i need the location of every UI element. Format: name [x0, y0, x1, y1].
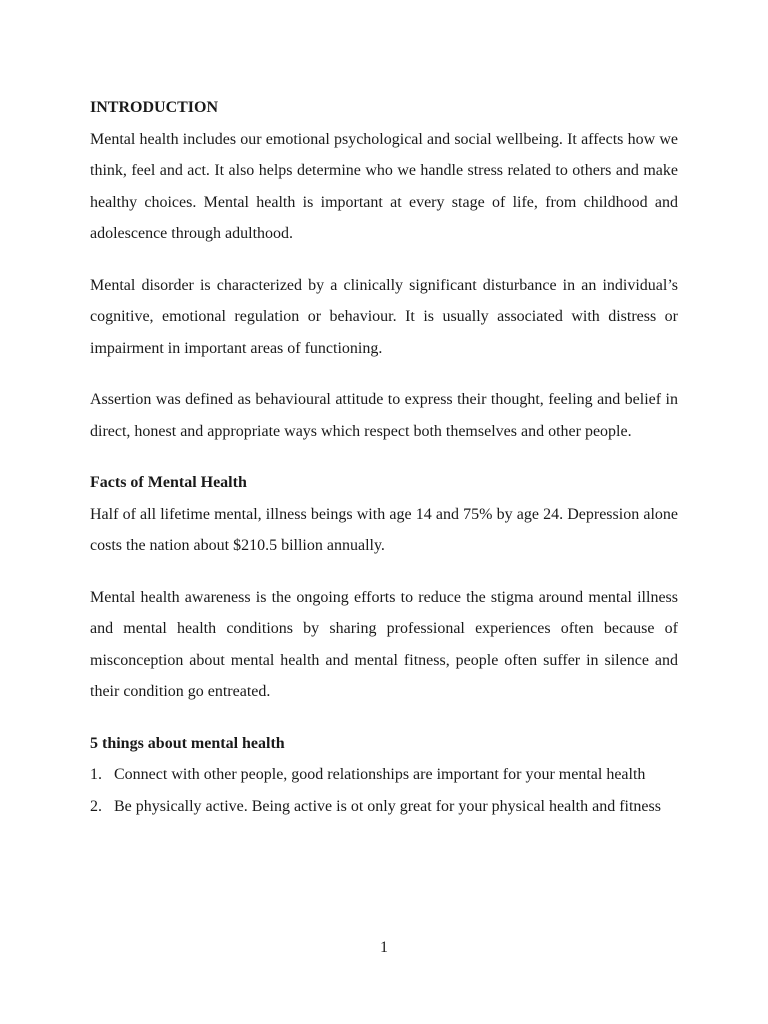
list-item-number: 1.: [90, 766, 102, 783]
list-item: [90, 759, 678, 791]
section-heading-facts: Facts of Mental Health: [90, 474, 247, 491]
document-page: [90, 92, 678, 822]
five-things-list: [90, 759, 678, 822]
intro-paragraph-1: Mental health includes our emotional psychological and social wellbeing. It affects how we think, feel and act. It also helps determine who we handle stress related to others and make healthy choices. Mental health is important at every stage of life, from childhood and adolescence through adulthood.: [90, 130, 678, 242]
list-item: [90, 791, 678, 823]
intro-paragraph-3: Assertion was defined as behavioural attitude to express their thought, feeling and belief in direct, honest and appropriate ways which respect both themselves and other people.: [90, 391, 678, 440]
list-item-number: 2.: [90, 797, 102, 815]
intro-paragraph-2: Mental disorder is characterized by a clinically significant disturbance in an individual’s cognitive, emotional regulation or behaviour. It is usually associated with distress or impairment in important areas of functioning.: [90, 276, 678, 357]
page-number: 1: [380, 939, 388, 956]
facts-paragraph-1: Half of all lifetime mental, illness beings with age 14 and 75% by age 24. Depression alone costs the nation about $210.5 billion annually.: [90, 505, 678, 554]
facts-paragraph-2: Mental health awareness is the ongoing efforts to reduce the stigma around mental illness and mental health conditions by sharing professional experiences often because of misconception about mental health and mental fitness, people often suffer in silence and their condition go entreated.: [90, 588, 678, 700]
section-heading-introduction: INTRODUCTION: [90, 99, 219, 116]
list-item-text: Connect with other people, good relationships are important for your mental health: [114, 766, 646, 783]
list-item-text: Be physically active. Being active is ot only great for your physical health and fitness: [114, 797, 661, 815]
section-heading-five-things: 5 things about mental health: [90, 734, 285, 752]
